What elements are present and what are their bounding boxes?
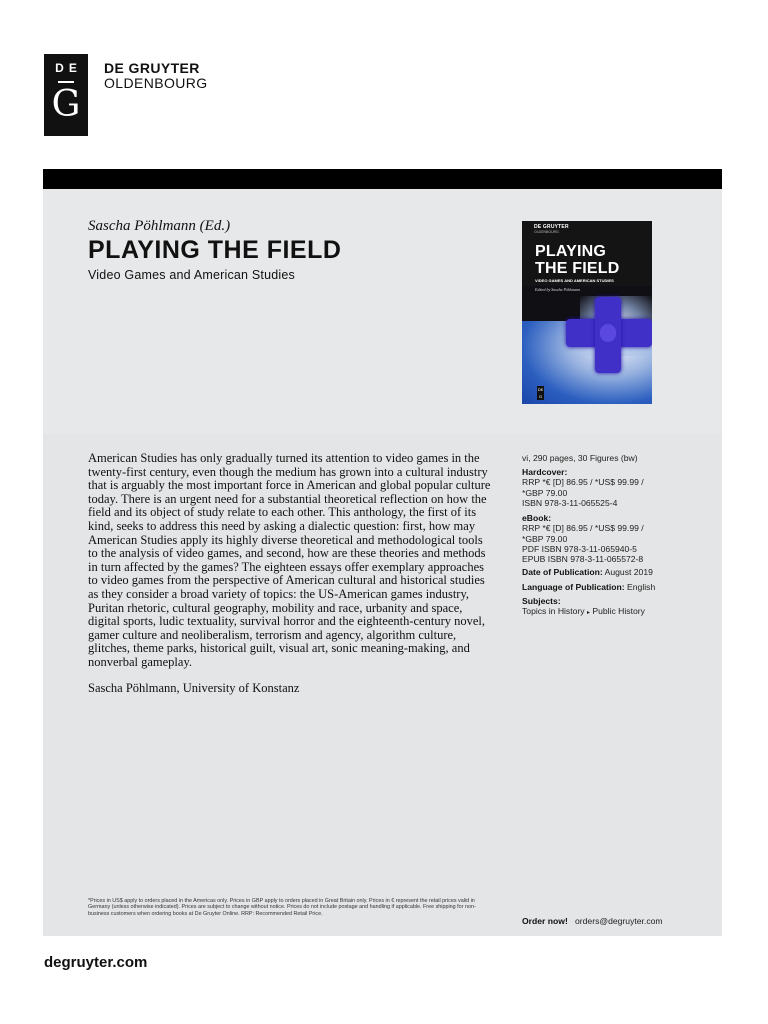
publisher-logo: [44, 54, 88, 136]
cover-publisher: DE GRUYTER: [534, 224, 569, 230]
subject-topics-in-history[interactable]: Topics in History: [522, 606, 585, 617]
cover-dpad-center: [600, 324, 616, 342]
cover-logo: DE G: [537, 387, 544, 399]
book-cover: [522, 221, 652, 404]
ebook-price-line1: RRP *€ [D] 86.95 / *US$ 99.99 /: [522, 523, 644, 534]
price-footnote: *Prices in US$ apply to orders placed in the Americas only. Prices in GBP apply to orders placed in Great Britain only. Prices in € represent the retail prices valid in Germany (unless otherwise indicated). Prices are subject to change without notice. Prices do not include postage and handling if applicable. Free shipping for non-business customers when ordering books at De Gruyter Online. RRP: Recommended Retail Price.: [88, 898, 476, 917]
cover-title: [535, 243, 619, 277]
hardcover-isbn: ISBN 978-3-11-065525-4: [522, 497, 618, 508]
publication-language-label: Language of Publication:: [522, 582, 625, 592]
logo-g-text: G: [51, 84, 81, 125]
cover-title-line1: PLAYING: [535, 243, 607, 260]
ebook-epub-isbn: EPUB ISBN 978-3-11-065572-8: [522, 554, 644, 565]
hardcover-label: Hardcover:: [522, 467, 568, 477]
ebook-label: eBook:: [522, 513, 552, 523]
book-editor: Sascha Pöhlmann (Ed.): [88, 218, 231, 234]
order-email-link[interactable]: orders@degruyter.com: [575, 916, 663, 926]
cover-editor: Edited by Sascha Pöhlmann: [535, 287, 580, 292]
subjects: [522, 596, 645, 619]
ebook-info: [522, 513, 644, 564]
hardcover-info: [522, 467, 644, 508]
author-affiliation: Sascha Pöhlmann, University of Konstanz: [88, 681, 300, 695]
publication-date-value: August 2019: [604, 567, 653, 577]
page-count: vi, 290 pages, 30 Figures (bw): [522, 453, 638, 463]
ebook-price-line2: *GBP 79.00: [522, 533, 568, 544]
publication-language: [522, 582, 655, 592]
header-bar: [43, 169, 722, 189]
book-subtitle: Video Games and American Studies: [88, 268, 295, 282]
book-title: PLAYING THE FIELD: [88, 236, 342, 264]
publisher-name-line2: OLDENBOURG: [104, 75, 208, 91]
subject-public-history[interactable]: Public History: [592, 606, 645, 617]
publication-date-label: Date of Publication:: [522, 567, 603, 577]
ebook-pdf-isbn: PDF ISBN 978-3-11-065940-5: [522, 543, 637, 554]
hardcover-price-line2: *GBP 79.00: [522, 487, 568, 498]
publisher-name: [104, 61, 208, 91]
order-label: Order now!: [522, 916, 568, 926]
website-link[interactable]: degruyter.com: [44, 954, 148, 971]
hardcover-price-line1: RRP *€ [D] 86.95 / *US$ 99.99 /: [522, 477, 644, 488]
subject-arrow-icon: ▸: [586, 610, 590, 617]
cover-title-line2: THE FIELD: [535, 260, 620, 277]
publication-date: [522, 567, 653, 577]
publication-language-value: English: [627, 582, 656, 592]
order-line: [522, 916, 663, 926]
subjects-label: Subjects:: [522, 596, 561, 606]
cover-publisher-sub: OLDENBOURG: [534, 230, 559, 234]
cover-subtitle: VIDEO GAMES AND AMERICAN STUDIES: [535, 278, 614, 283]
book-description: American Studies has only gradually turned its attention to video games in the twenty-first century, even though the medium has grown into a cultural industry that is arguably the most important force in American and global popular culture today. There is an urgent need for a substantial theoretical reflection on how the field and its object of study relate to each other. This anthology, the first of its kind, seeks to address this need by asking a dialectic question: first, how may American Studies apply its highly diverse theoretical and methodological tools to the analysis of video games, and second, how are these theories and methods in turn affected by the games? The eighteen essays offer exemplary approaches to video games from the perspective of American cultural and historical studies as they consider a broad variety of topics: the US-American games industry, Puritan rhetoric, cultural geography, mobility and race, urbanity and space, digital sports, ludic textuality, survival horror and the eighteenth-century novel, gamer culture and neoliberalism, terrorism and agency, algorithm culture, glitches, theme parks, historical guilt, visual art, sonic meaning-making, and nonverbal gameplay.: [88, 451, 491, 669]
publisher-name-line1: DE GRUYTER: [104, 60, 200, 76]
logo-de-text: DE: [55, 61, 82, 75]
